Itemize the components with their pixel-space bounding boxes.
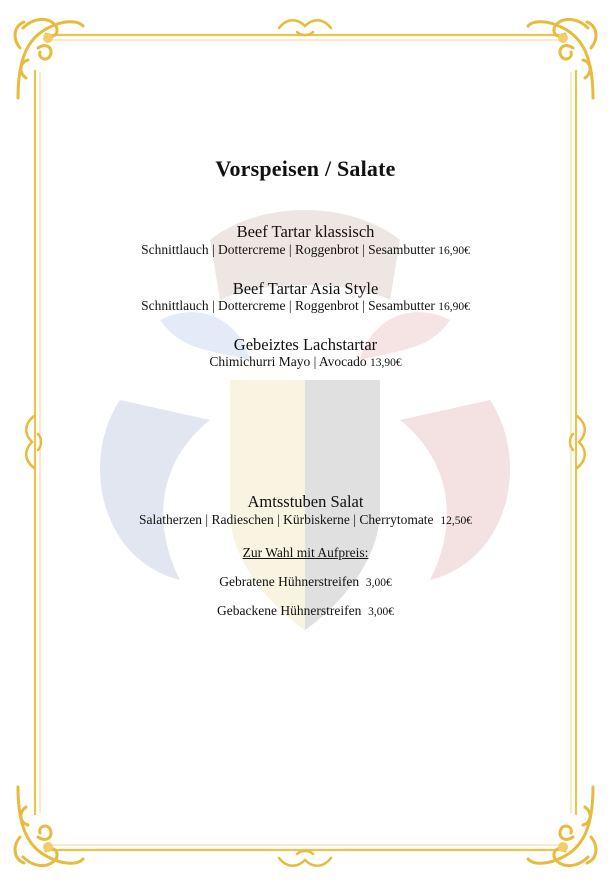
corner-ornament-bottom-right xyxy=(523,777,603,877)
extra-name: Gebackene Hühnerstreifen xyxy=(217,603,362,618)
dish-description: Schnittlauch | Dottercreme | Roggenbrot | Sesambutter xyxy=(141,298,435,313)
dish-name: Amtsstuben Salat xyxy=(247,492,364,511)
corner-ornament-top-right xyxy=(523,8,603,108)
edge-ornament-top xyxy=(275,14,335,38)
extra-price: 3,00€ xyxy=(368,606,394,618)
dish-name: Gebeiztes Lachstartar xyxy=(233,335,378,354)
dish-price: 12,50€ xyxy=(440,515,472,527)
edge-ornament-left xyxy=(20,412,44,472)
extra-item xyxy=(0,603,611,619)
dish-price: 16,90€ xyxy=(438,301,470,313)
dish-description-line xyxy=(0,512,611,528)
extras-heading: Zur Wahl mit Aufpreis: xyxy=(242,545,369,560)
dish-description: Chimichurri Mayo | Avocado xyxy=(209,354,367,369)
corner-ornament-top-left xyxy=(8,8,88,108)
dish-name: Beef Tartar klassisch xyxy=(236,222,375,241)
dish-description: Schnittlauch | Dottercreme | Roggenbrot | Sesambutter xyxy=(141,242,435,257)
extra-name: Gebratene Hühnerstreifen xyxy=(219,574,360,589)
extra-item xyxy=(0,574,611,590)
dish-name: Beef Tartar Asia Style xyxy=(232,279,379,298)
corner-ornament-bottom-left xyxy=(8,777,88,877)
menu-section-title: Vorspeisen / Salate xyxy=(215,156,396,181)
dish-price: 16,90€ xyxy=(438,245,470,257)
edge-ornament-bottom xyxy=(275,848,335,872)
dish-description-line xyxy=(0,242,611,258)
dish-price: 13,90€ xyxy=(370,357,402,369)
extra-price: 3,00€ xyxy=(365,577,392,589)
dish-description-line xyxy=(0,298,611,314)
dish-description-line xyxy=(0,354,611,370)
dish-description: Salatherzen | Radieschen | Kürbiskerne | Cherrytomate xyxy=(139,512,434,527)
edge-ornament-right xyxy=(567,412,591,472)
